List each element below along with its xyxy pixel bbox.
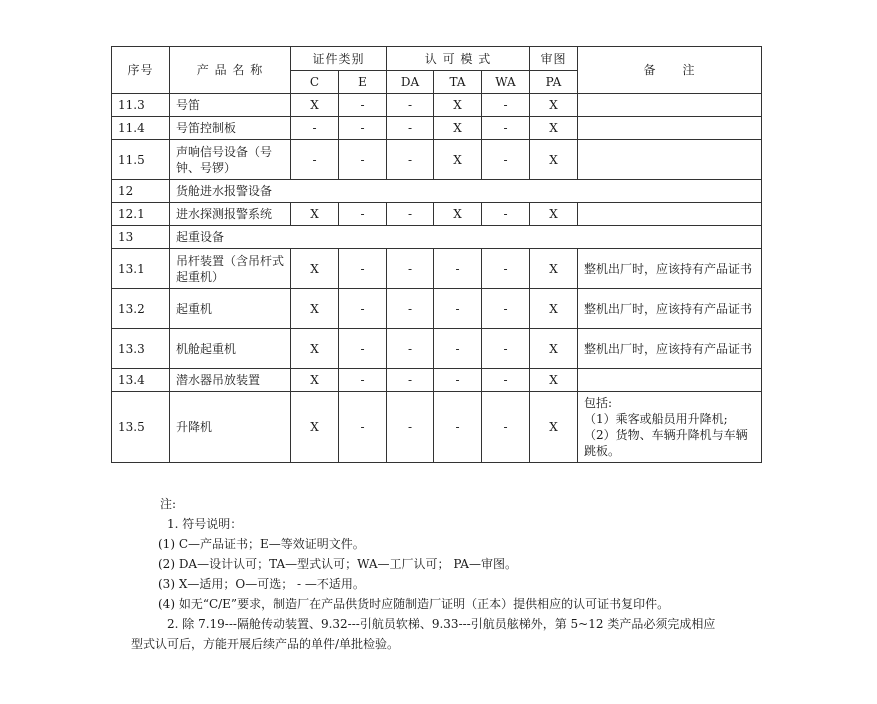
remarks-cell: 整机出厂时，应该持有产品证书: [578, 289, 762, 329]
wa-cell: -: [482, 289, 530, 329]
remarks-cell: [578, 203, 762, 226]
product-name-cell: 声响信号设备（号钟、号锣）: [170, 140, 291, 180]
pa-cell: X: [530, 249, 578, 289]
wa-cell: -: [482, 329, 530, 369]
wa-cell: -: [482, 249, 530, 289]
header-review: 审图: [530, 47, 578, 71]
e-cell: -: [339, 249, 387, 289]
product-name-cell: 吊杆装置（含吊杆式起重机）: [170, 249, 291, 289]
da-cell: -: [387, 140, 434, 180]
e-cell: -: [339, 140, 387, 180]
table-row: [112, 140, 762, 180]
seq-cell: 12.1: [112, 203, 170, 226]
pa-cell: X: [530, 94, 578, 117]
table-row: [112, 249, 762, 289]
e-cell: -: [339, 117, 387, 140]
table-row: [112, 392, 762, 463]
c-cell: X: [291, 329, 339, 369]
pa-cell: X: [530, 392, 578, 463]
header-pa: PA: [530, 71, 578, 94]
da-cell: -: [387, 117, 434, 140]
wa-cell: -: [482, 203, 530, 226]
c-cell: X: [291, 203, 339, 226]
wa-cell: -: [482, 140, 530, 180]
remarks-cell: 整机出厂时，应该持有产品证书: [578, 329, 762, 369]
wa-cell: -: [482, 94, 530, 117]
product-name-cell: 升降机: [170, 392, 291, 463]
section-row: [112, 226, 762, 249]
ta-cell: X: [434, 94, 482, 117]
remark-line: （2）货物、车辆升降机与车辆跳板。: [584, 428, 748, 458]
product-name-cell: 号笛: [170, 94, 291, 117]
header-seq: 序号: [112, 47, 170, 94]
da-cell: -: [387, 94, 434, 117]
pa-cell: X: [530, 369, 578, 392]
notes-sub-4: (4) 如无“C/E”要求，制造厂在产品供货时应随制造厂证明（正本）提供相应的认可证书复印件。: [158, 597, 670, 611]
table-row: [112, 117, 762, 140]
header-e: E: [339, 71, 387, 94]
c-cell: X: [291, 289, 339, 329]
remarks-cell: [578, 117, 762, 140]
pa-cell: X: [530, 140, 578, 180]
seq-cell: 11.3: [112, 94, 170, 117]
ta-cell: -: [434, 369, 482, 392]
notes-sub-2: (2) DA—设计认可；TA—型式认可；WA—工厂认可； PA—审图。: [158, 557, 517, 571]
header-ta: TA: [434, 71, 482, 94]
seq-cell: 13.3: [112, 329, 170, 369]
ta-cell: -: [434, 392, 482, 463]
remark-line: 包括:: [584, 396, 613, 410]
notes-item-2-line-2: 型式认可后，方能开展后续产品的单件/单批检验。: [131, 637, 400, 651]
seq-cell: 11.4: [112, 117, 170, 140]
table-row: [112, 203, 762, 226]
notes-sub-1: (1) C—产品证书；E—等效证明文件。: [158, 537, 365, 551]
seq-cell: 11.5: [112, 140, 170, 180]
product-name-cell: 机舱起重机: [170, 329, 291, 369]
ta-cell: X: [434, 117, 482, 140]
ta-cell: -: [434, 329, 482, 369]
seq-cell: 13.1: [112, 249, 170, 289]
section-title-cell: 货舱进水报警设备: [170, 180, 762, 203]
remarks-cell: [578, 369, 762, 392]
da-cell: -: [387, 329, 434, 369]
da-cell: -: [387, 289, 434, 329]
product-name-cell: 起重机: [170, 289, 291, 329]
pa-cell: X: [530, 329, 578, 369]
table-row: [112, 94, 762, 117]
header-cert-type: 证件类别: [291, 47, 387, 71]
da-cell: -: [387, 392, 434, 463]
header-da: DA: [387, 71, 434, 94]
ta-cell: X: [434, 203, 482, 226]
remark-line: （1）乘客或船员用升降机;: [584, 412, 728, 426]
product-name-cell: 号笛控制板: [170, 117, 291, 140]
seq-cell: 12: [112, 180, 170, 203]
da-cell: -: [387, 203, 434, 226]
seq-cell: 13.5: [112, 392, 170, 463]
remarks-cell: [578, 94, 762, 117]
e-cell: -: [339, 94, 387, 117]
product-name-cell: 进水探测报警系统: [170, 203, 291, 226]
pa-cell: X: [530, 289, 578, 329]
e-cell: -: [339, 289, 387, 329]
c-cell: X: [291, 249, 339, 289]
ta-cell: -: [434, 249, 482, 289]
da-cell: -: [387, 369, 434, 392]
pa-cell: X: [530, 203, 578, 226]
certification-table: [111, 46, 762, 463]
remarks-cell: [578, 140, 762, 180]
c-cell: -: [291, 117, 339, 140]
seq-cell: 13: [112, 226, 170, 249]
c-cell: -: [291, 140, 339, 180]
e-cell: -: [339, 392, 387, 463]
section-title-cell: 起重设备: [170, 226, 762, 249]
header-c: C: [291, 71, 339, 94]
table-row: [112, 329, 762, 369]
wa-cell: -: [482, 117, 530, 140]
notes-item-2-line-1: 2. 除 7.19---隔舱传动装置、9.32---引航员软梯、9.33---引航员舷梯外，第 5~12 类产品必须完成相应: [167, 617, 716, 631]
notes-sub-3: (3) X—适用；O—可选； - —不适用。: [158, 577, 365, 591]
pa-cell: X: [530, 117, 578, 140]
header-approval-mode: 认 可 模 式: [387, 47, 530, 71]
seq-cell: 13.2: [112, 289, 170, 329]
e-cell: -: [339, 329, 387, 369]
seq-cell: 13.4: [112, 369, 170, 392]
e-cell: -: [339, 369, 387, 392]
notes-heading: 注:: [160, 497, 177, 511]
da-cell: -: [387, 249, 434, 289]
header-wa: WA: [482, 71, 530, 94]
e-cell: -: [339, 203, 387, 226]
c-cell: X: [291, 392, 339, 463]
notes-item-1: 1. 符号说明：: [167, 517, 243, 531]
wa-cell: -: [482, 392, 530, 463]
remarks-cell: [578, 392, 762, 463]
header-product-name: 产 品 名 称: [170, 47, 291, 94]
ta-cell: -: [434, 289, 482, 329]
table-row: [112, 289, 762, 329]
ta-cell: X: [434, 140, 482, 180]
remarks-cell: 整机出厂时，应该持有产品证书: [578, 249, 762, 289]
wa-cell: -: [482, 369, 530, 392]
notes-section: [0, 494, 877, 654]
c-cell: X: [291, 369, 339, 392]
table-row: [112, 369, 762, 392]
section-row: [112, 180, 762, 203]
header-remarks: 备 注: [578, 47, 762, 94]
product-name-cell: 潜水器吊放装置: [170, 369, 291, 392]
c-cell: X: [291, 94, 339, 117]
